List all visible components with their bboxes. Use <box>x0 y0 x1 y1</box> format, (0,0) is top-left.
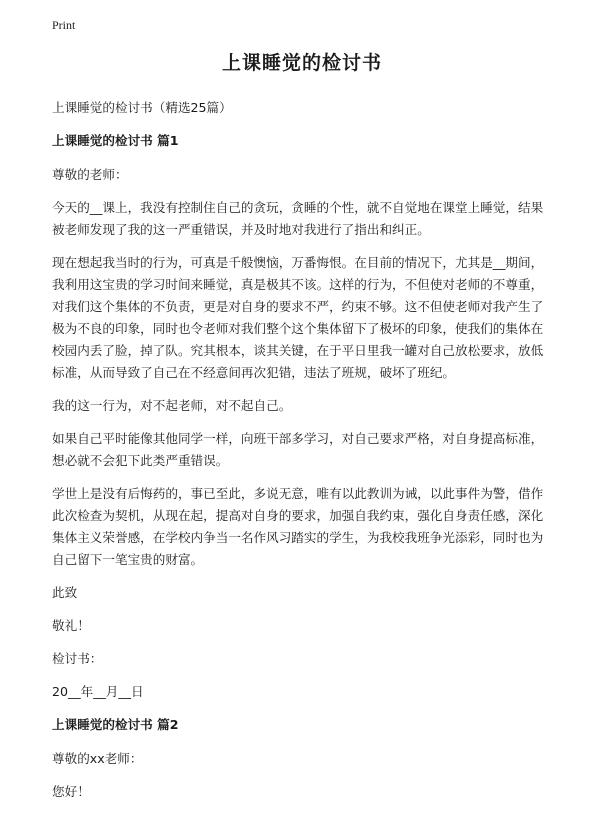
essay-1-paragraph: 如果自己平时能像其他同学一样，向班干部多学习，对自己要求严格，对自身提高标准，想必就不会犯下此类严重错误。 <box>52 431 544 468</box>
document-subtitle: 上课睡觉的检讨书（精选25篇） <box>52 100 232 115</box>
essay-2-greeting: 您好！ <box>52 784 90 799</box>
essay-1-date: 20__年__月__日 <box>52 684 144 699</box>
essay-1-heading: 上课睡觉的检讨书 篇1 <box>52 133 179 148</box>
essay-2-heading: 上课睡觉的检讨书 篇2 <box>52 717 179 732</box>
essay-2-salutation: 尊敬的xx老师： <box>52 751 143 766</box>
essay-1-salutation: 尊敬的老师： <box>52 167 128 182</box>
essay-1-signature: 检讨书： <box>52 651 103 666</box>
essay-1-paragraph: 学世上是没有后悔药的，事已至此，多说无意，唯有以此教训为诫，以此事件为警，借作此次检查为契机，从现在起，提高对自身的要求，加强自我约束，强化自身责任感，深化集体主义荣誉感，在学校内争当一名作风习踏实的学生，为我校我班争光添彩，同时也为自己留下一笔宝贵的财富。 <box>52 486 544 567</box>
print-link[interactable]: Print <box>52 18 76 32</box>
essay-1-paragraph: 现在想起我当时的行为，可真是千般懊恼，万番悔恨。在目前的情况下，尤其是__期间，我利用这宝贵的学习时间来睡觉，真是极其不该。这样的行为，不但使对老师的不尊重，对我们这个集体的不负责，更是对自身的要求不严，约束不够。这不但使老师对我产生了极为不良的印象，同时也令老师对我们整个这个集体留下了极坏的印象，使我们的集体在校园内丢了脸，掉了队。究其根本，谈其关键，在于平日里我一罐对自己放松要求，放低标准，从而导致了自己在不经意间再次犯错，违法了班规，破坏了班纪。 <box>52 255 544 380</box>
essay-1-paragraph: 我的这一行为，对不起老师，对不起自己。 <box>52 398 292 413</box>
essay-1-closing: 此致 <box>52 585 78 600</box>
document-body <box>52 48 552 814</box>
essay-1-salute: 敬礼！ <box>52 618 90 633</box>
essay-1-paragraph: 今天的__课上，我没有控制住自己的贪玩，贪睡的个性，就不自觉地在课堂上睡觉，结果被老师发现了我的这一严重错误，并及时地对我进行了指出和纠正。 <box>52 200 544 237</box>
document-title: 上课睡觉的检讨书 <box>221 52 382 74</box>
